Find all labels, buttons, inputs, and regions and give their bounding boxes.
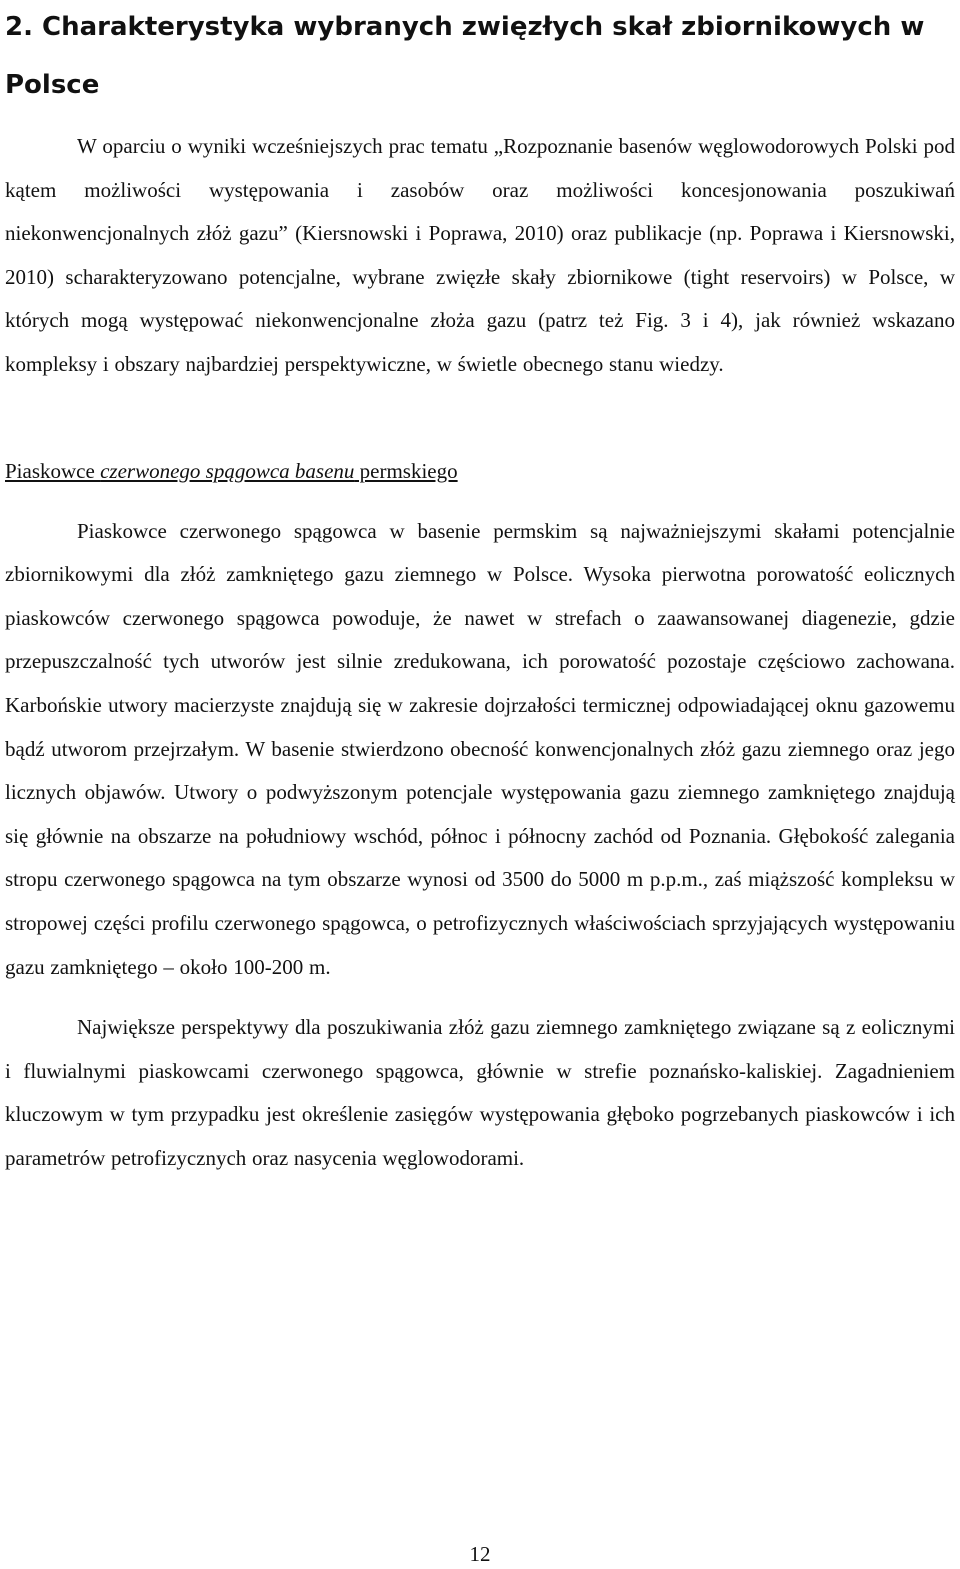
subsection-heading	[5, 449, 955, 493]
body-paragraph-perspectives: Największe perspektywy dla poszukiwania złóż gazu ziemnego zamkniętego związane są z eolicznymi i fluwialnymi piaskowcami czerwonego spągowca, głównie w strefie poznańsko-kaliskiej. Zagadnieniem kluczowym w tym przypadku jest określenie zasięgów występowania głęboko pogrzebanych piaskowców i ich parametrów petrofizycznych oraz nasycenia węglowodorami.	[5, 1015, 955, 1170]
subheading-part-2-italic: czerwonego spągowca basenu	[100, 458, 355, 483]
subheading-part-3: permskiego	[354, 458, 458, 483]
subheading-part-1: Piaskowce	[5, 458, 101, 483]
intro-paragraph: W oparciu o wyniki wcześniejszych prac tematu „Rozpoznanie basenów węglowodorowych Polski pod kątem możliwości występowania i zasobów oraz możliwości koncesjonowania poszukiwań niekonwencjonalnych złóż gazu” (Kiersnowski i Poprawa, 2010) oraz publikacje (np. Poprawa i Kiersnowski, 2010) scharakteryzowano potencjalne, wybrane zwięzłe skały zbiornikowe (tight reservoirs) w Polsce, w których mogą występować niekonwencjonalne złoża gazu (patrz też Fig. 3 i 4), jak również wskazano kompleksy i obszary najbardziej perspektywiczne, w świetle obecnego stanu wiedzy.	[5, 134, 955, 376]
document-page	[5, 0, 955, 1180]
body-paragraph-permian: Piaskowce czerwonego spągowca w basenie permskim są najważniejszymi skałami potencjalnie zbiornikowymi dla złóż zamkniętego gazu ziemnego w Polsce. Wysoka pierwotna porowatość eolicznych piaskowców czerwonego spągowca powoduje, że nawet w strefach o zaawansowanej diagenezie, gdzie przepuszczalność tych utworów jest silnie zredukowana, ich porowatość pozostaje częściowo zachowana. Karbońskie utwory macierzyste znajdują się w zakresie dojrzałości termicznej odpowiadającej oknu gazowemu bądź utworom przejrzałym. W basenie stwierdzono obecność konwencjonalnych złóż gazu ziemnego oraz jego licznych objawów. Utwory o podwyższonym potencjale występowania gazu ziemnego zamkniętego znajdują się głównie na obszarze na południowy wschód, północ i północny zachód od Poznania. Głębokość zalegania stropu czerwonego spągowca na tym obszarze wynosi od 3500 do 5000 m p.p.m., zaś miąższość kompleksu w stropowej części profilu czerwonego spągowca, o petrofizycznych właściwościach sprzyjających występowaniu gazu zamkniętego – około 100-200 m.	[5, 518, 955, 979]
section-heading: 2. Charakterystyka wybranych zwięzłych skał zbiornikowych w Polsce	[5, 12, 925, 100]
page-number: 12	[469, 1542, 491, 1566]
